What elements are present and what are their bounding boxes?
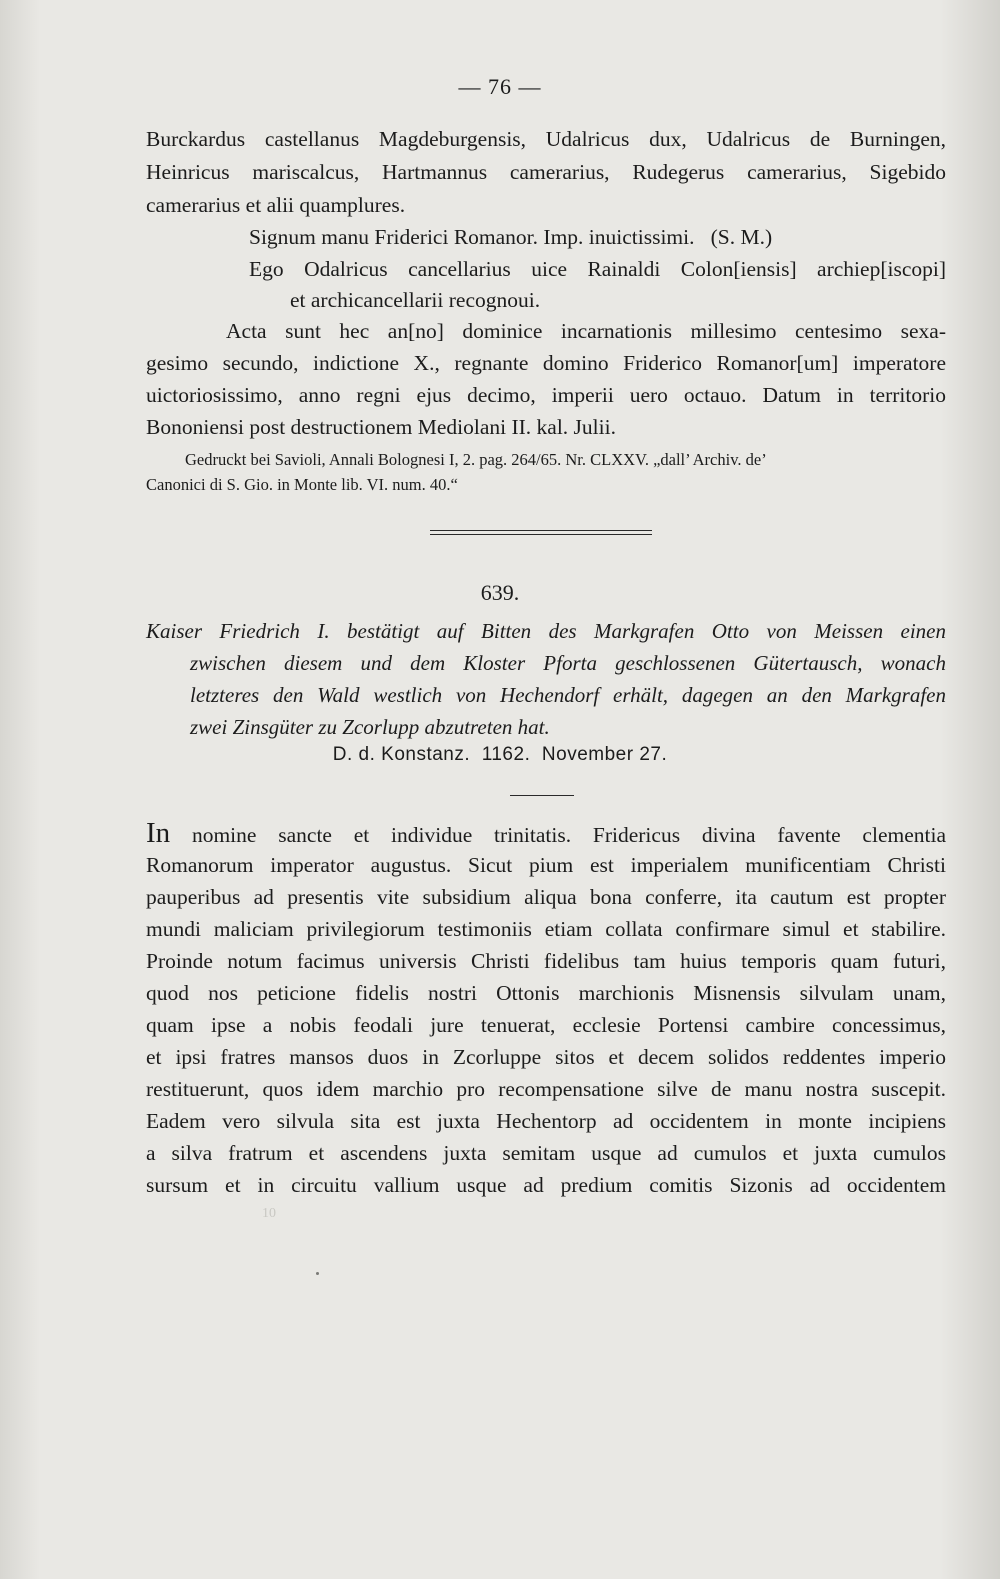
charter-first-line-text: nomine sancte et individue trinitatis. Fridericus divina favente clementia xyxy=(170,823,946,847)
charter-line: quod nos peticione fidelis nostri Ottonis marchionis Misnensis silvulam unam, xyxy=(146,981,946,1005)
document-number: 639. xyxy=(480,580,520,605)
charter-line: mundi maliciam privilegiorum testimoniis etiam collata confirmare simul et stabilire. xyxy=(146,917,946,941)
summary-line: Kaiser Friedrich I. bestätigt auf Bitten des Markgrafen Otto von Meissen einen xyxy=(146,619,946,643)
signum-line: Signum manu Friderici Romanor. Imp. inuictissimi. (S. M.) xyxy=(249,225,773,249)
summary-line: zwischen diesem und dem Kloster Pforta geschlossenen Gütertausch, wonach xyxy=(190,651,946,675)
summary-line: zwei Zinsgüter zu Zcorlupp abzutreten hat. xyxy=(190,715,550,739)
witness-line: Burckardus castellanus Magdeburgensis, Udalricus dux, Udalricus de Burningen, xyxy=(146,127,946,151)
acta-line: gesimo secundo, indictione X., regnante domino Friderico Romanor[um] imperatore xyxy=(146,351,946,375)
charter-line: Romanorum imperator augustus. Sicut pium est imperialem munificentiam Christi xyxy=(146,853,946,877)
source-note-line: Canonici di S. Gio. in Monte lib. VI. num. 40.“ xyxy=(146,475,458,494)
separator-rule xyxy=(430,530,652,531)
charter-initial: In xyxy=(146,817,171,849)
acta-line: uictoriosissimo, anno regni ejus decimo, imperii uero octauo. Datum in territorio xyxy=(146,383,946,407)
acta-line: Bononiensi post destructionem Mediolani II. kal. Julii. xyxy=(146,415,616,439)
recognition-line: et archicancellarii recognoui. xyxy=(290,288,541,312)
charter-line: a silva fratrum et ascendens juxta semitam usque ad cumulos et juxta cumulos xyxy=(146,1141,946,1165)
charter-line: et ipsi fratres mansos duos in Zcorluppe sitos et decem solidos reddentes imperio xyxy=(146,1045,946,1069)
witness-line: camerarius et alii quamplures. xyxy=(146,193,406,217)
faint-show-through-mark: 10 xyxy=(262,1206,276,1221)
recognition-line: Ego Odalricus cancellarius uice Rainaldi Colon[iensis] archiep[iscopi] xyxy=(249,257,946,281)
acta-line: Acta sunt hec an[no] dominice incarnationis millesimo centesimo sexa- xyxy=(226,319,946,343)
charter-line: Eadem vero silvula sita est juxta Hechentorp ad occidentem in monte incipiens xyxy=(146,1109,946,1133)
charter-line: Proinde notum facimus universis Christi fidelibus tam huius temporis quam futuri, xyxy=(146,949,946,973)
dateline: D. d. Konstanz. 1162. November 27. xyxy=(332,744,668,765)
short-rule xyxy=(510,795,574,796)
summary-line: letzteres den Wald westlich von Hechendorf erhält, dagegen an den Markgrafen xyxy=(190,683,946,707)
charter-line: pauperibus ad presentis vite subsidium aliqua bona conferre, ita cautum est propter xyxy=(146,885,946,909)
page-number: — 76 — xyxy=(458,74,542,99)
charter-line: restituerunt, quos idem marchio pro recompensatione silve de manu nostra suscepit. xyxy=(146,1077,946,1101)
charter-line: quam ipse a nobis feodali jure tenuerat, ecclesie Portensi cambire concessimus, xyxy=(146,1013,946,1037)
source-note-line: Gedruckt bei Savioli, Annali Bolognesi I, 2. pag. 264/65. Nr. CLXXV. „dall’ Archiv. de’ xyxy=(185,450,767,469)
ink-speck xyxy=(316,1272,319,1275)
charter-line: sursum et in circuitu vallium usque ad predium comitis Sizonis ad occidentem xyxy=(146,1173,946,1197)
charter-first-line xyxy=(146,818,946,851)
witness-line: Heinricus mariscalcus, Hartmannus camerarius, Rudegerus camerarius, Sigebido xyxy=(146,160,946,184)
separator-rule xyxy=(430,534,652,535)
